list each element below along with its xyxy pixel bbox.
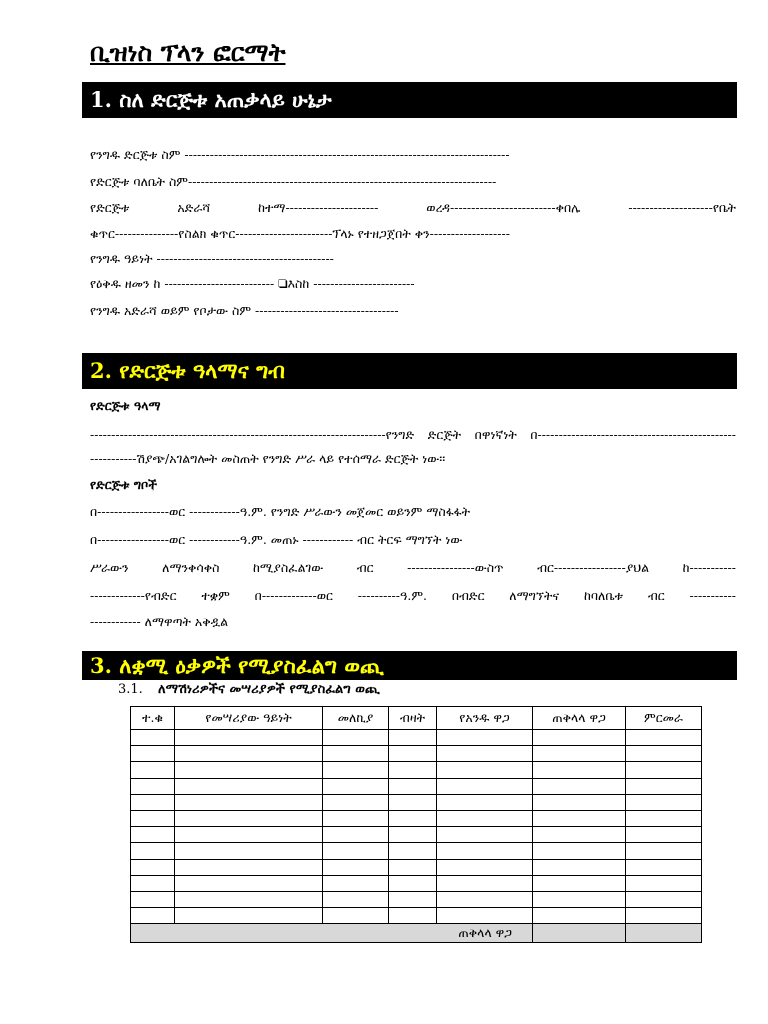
table-cell[interactable] <box>131 746 175 762</box>
table-cell[interactable] <box>131 843 175 859</box>
table-cell[interactable] <box>437 843 533 859</box>
table-cell[interactable] <box>626 794 702 810</box>
field-address: የድርጅቱ አድራሻ ከተማ---------------------- ወረዳ-------------------------ቀበሌ --------------------የቤት <box>90 200 736 215</box>
table-header-row <box>131 707 702 730</box>
table-cell[interactable] <box>626 778 702 794</box>
table-cell[interactable] <box>175 908 323 924</box>
table-cell[interactable] <box>437 762 533 778</box>
target-line: -------------የብድር ተቋም በ-------------ወር ----------ዓ.ም. በብድር ለማግኘትና ከባለቤቱ ብር ----------- <box>90 588 736 603</box>
table-row <box>131 908 702 924</box>
table-cell[interactable] <box>626 827 702 843</box>
table-cell[interactable] <box>131 762 175 778</box>
total-cell[interactable] <box>533 924 626 943</box>
field-business-name: የንግዱ ድርጅቱ ስም ----------------------------------------------------------------------------- <box>90 147 510 162</box>
table-cell[interactable] <box>175 810 323 826</box>
table-cell[interactable] <box>626 908 702 924</box>
column-header: መለኪያ <box>323 707 389 730</box>
table-cell[interactable] <box>131 794 175 810</box>
table-cell[interactable] <box>323 908 389 924</box>
table-cell[interactable] <box>323 875 389 891</box>
table-cell[interactable] <box>533 730 626 746</box>
table-cell[interactable] <box>323 794 389 810</box>
table-row <box>131 875 702 891</box>
table-row <box>131 843 702 859</box>
table-cell[interactable] <box>437 908 533 924</box>
table-cell[interactable] <box>533 746 626 762</box>
table-cell[interactable] <box>626 810 702 826</box>
total-cell[interactable] <box>626 924 702 943</box>
table-cell[interactable] <box>437 827 533 843</box>
field-plan-period: የዕቅዱ ዘመን ከ -------------------------- ❑እስከ ------------------------ <box>90 276 415 291</box>
table-body <box>131 730 702 943</box>
table-cell[interactable] <box>175 859 323 875</box>
table-cell[interactable] <box>533 875 626 891</box>
target-line: በ-----------------ወር ------------ዓ.ም. መጠኑ ------------ ብር ትርፍ ማግኘት ነው <box>90 532 463 547</box>
table-cell[interactable] <box>437 875 533 891</box>
table-cell[interactable] <box>533 843 626 859</box>
table-cell[interactable] <box>437 778 533 794</box>
table-cell[interactable] <box>323 859 389 875</box>
table-cell[interactable] <box>131 730 175 746</box>
table-cell[interactable] <box>437 859 533 875</box>
field-location-name: የንግዱ አድራሻ ወይም የቦታው ስም ---------------------------------- <box>90 303 399 318</box>
table-cell[interactable] <box>389 794 437 810</box>
subsection-3-1 <box>118 682 380 697</box>
table-cell[interactable] <box>323 778 389 794</box>
targets-label: የድርጅቱ ግቦች <box>90 477 158 492</box>
table-cell[interactable] <box>389 778 437 794</box>
table-cell[interactable] <box>533 827 626 843</box>
table-cell[interactable] <box>175 746 323 762</box>
table-cell[interactable] <box>437 891 533 907</box>
table-row <box>131 859 702 875</box>
column-header: ተ.ቁ <box>131 707 175 730</box>
table-cell[interactable] <box>533 859 626 875</box>
table-row <box>131 794 702 810</box>
table-cell[interactable] <box>323 730 389 746</box>
table-cell[interactable] <box>533 891 626 907</box>
table-cell[interactable] <box>323 762 389 778</box>
section-1-heading: 1. ስለ ድርጅቱ አጠቃላይ ሁኔታ <box>82 82 737 118</box>
table-row <box>131 778 702 794</box>
table-row <box>131 730 702 746</box>
table-cell[interactable] <box>175 794 323 810</box>
goal-label: የድርጅቱ ዓላማ <box>90 398 161 413</box>
table-cell[interactable] <box>131 875 175 891</box>
table-cell[interactable] <box>389 746 437 762</box>
table-cell[interactable] <box>389 762 437 778</box>
table-cell[interactable] <box>389 908 437 924</box>
table-cell[interactable] <box>626 746 702 762</box>
table-cell[interactable] <box>131 891 175 907</box>
table-cell[interactable] <box>389 859 437 875</box>
table-cell[interactable] <box>323 746 389 762</box>
table-row <box>131 762 702 778</box>
total-label: ጠቅላላ ዋጋ <box>131 924 533 943</box>
table-cell[interactable] <box>131 778 175 794</box>
table-cell[interactable] <box>389 875 437 891</box>
field-house-phone-date: ቁጥር---------------የስልክ ቁጥር-----------------------ፕላኑ የተዘጋጀበት ቀን------------------- <box>90 226 510 241</box>
table-cell[interactable] <box>131 810 175 826</box>
table-cell[interactable] <box>175 778 323 794</box>
column-header: የአንዱ ዋጋ <box>437 707 533 730</box>
table-cell[interactable] <box>323 827 389 843</box>
subsection-title: ለማሽነሪዎችና መሣሪያዎች የሚያስፈልግ ወጪ <box>158 682 380 697</box>
table-cell[interactable] <box>131 908 175 924</box>
column-header: ጠቅላላ ዋጋ <box>533 707 626 730</box>
table-cell[interactable] <box>389 810 437 826</box>
table-cell[interactable] <box>533 810 626 826</box>
table-cell[interactable] <box>533 778 626 794</box>
table-cell[interactable] <box>626 843 702 859</box>
column-header: ብዛት <box>389 707 437 730</box>
table-cell[interactable] <box>389 843 437 859</box>
field-business-type: የንግዱ ዓይነት ------------------------------------------ <box>90 251 334 266</box>
section-2-heading: 2. የድርጅቱ ዓላማና ግብ <box>82 353 737 389</box>
total-row <box>131 924 702 943</box>
table-cell[interactable] <box>626 762 702 778</box>
table-cell[interactable] <box>437 794 533 810</box>
table-cell[interactable] <box>389 891 437 907</box>
table-cell[interactable] <box>175 730 323 746</box>
table-cell[interactable] <box>323 810 389 826</box>
table-cell[interactable] <box>626 730 702 746</box>
table-cell[interactable] <box>437 746 533 762</box>
table-cell[interactable] <box>131 827 175 843</box>
table-cell[interactable] <box>175 875 323 891</box>
table-row <box>131 746 702 762</box>
target-line: በ-----------------ወር ------------ዓ.ም. የንግድ ሥራውን መጀመር ወይንም ማስፋፋት <box>90 504 471 519</box>
table-cell[interactable] <box>323 891 389 907</box>
table-cell[interactable] <box>175 843 323 859</box>
section-3-heading: 3. ለቋሚ ዕቃዎች የሚያስፈልግ ወጪ <box>82 651 737 680</box>
goal-line: ----------------------------------------------------------------------የንግድ ድርጅት በዋነኛነት በ----------------------------------------------- <box>90 427 736 442</box>
table-cell[interactable] <box>626 891 702 907</box>
table-cell[interactable] <box>175 762 323 778</box>
column-header: ምርመራ <box>626 707 702 730</box>
field-owner-name: የድርጅቱ ባለቤት ስም------------------------------------------------------------------------- <box>90 174 497 189</box>
table-cell[interactable] <box>175 827 323 843</box>
column-header: የመሣሪያው ዓይነት <box>175 707 323 730</box>
subsection-number: 3.1. <box>118 682 143 697</box>
page-title: ቢዝነስ ፕላን ፎርማት <box>90 38 286 67</box>
goal-line: -----------ሽያጭ/አገልግሎት መስጠት የንግድ ሥራ ላይ የተሰማራ ድርጅት ነው፡፡ <box>90 451 446 466</box>
target-line: ------------ ለማዋጣት አቅዷል <box>90 614 229 629</box>
table-cell[interactable] <box>626 859 702 875</box>
equipment-cost-table <box>130 706 702 943</box>
table-cell[interactable] <box>175 891 323 907</box>
table-cell[interactable] <box>626 875 702 891</box>
table-cell[interactable] <box>437 810 533 826</box>
target-line: ሥራውን ለማንቀሳቀስ ከሚያስፈልገው ብር ----------------ውስጥ ብር-----------------ያህል ከ----------- <box>90 560 736 575</box>
table-cell[interactable] <box>533 908 626 924</box>
table-cell[interactable] <box>437 730 533 746</box>
table-row <box>131 827 702 843</box>
table-cell[interactable] <box>323 843 389 859</box>
table-cell[interactable] <box>533 794 626 810</box>
table-cell[interactable] <box>389 827 437 843</box>
table-cell[interactable] <box>533 762 626 778</box>
table-row <box>131 810 702 826</box>
table-cell[interactable] <box>131 859 175 875</box>
table-cell[interactable] <box>389 730 437 746</box>
table-row <box>131 891 702 907</box>
